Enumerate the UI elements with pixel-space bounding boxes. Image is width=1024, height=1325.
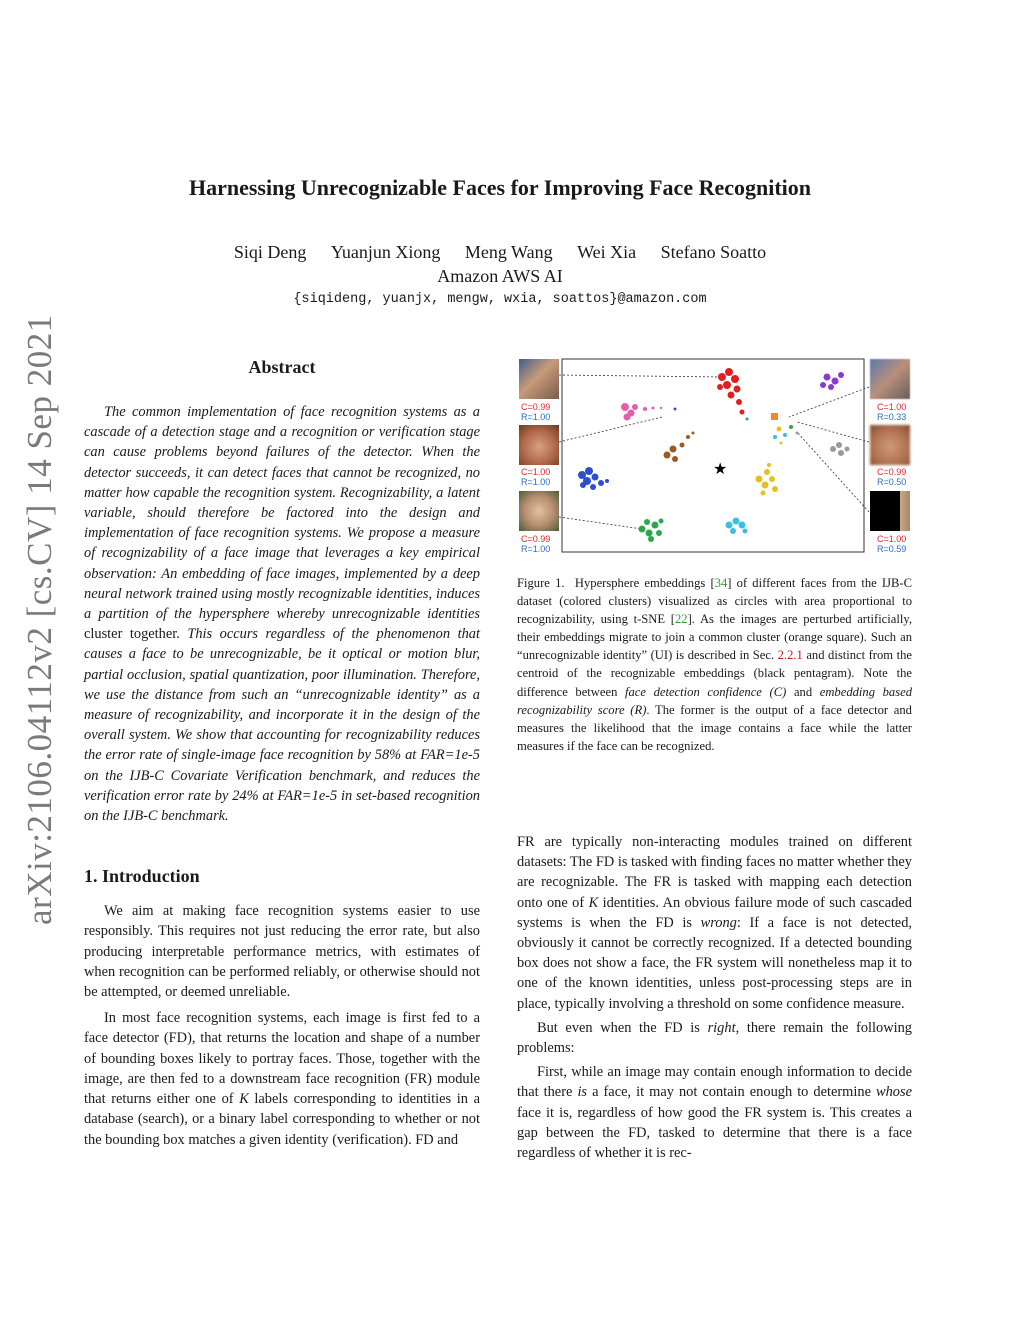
text-run: ] of different faces from the IJB-C dataset (colored clusters) visualized as circles with area proportional to recognizability, using t-SNE [: [517, 576, 912, 627]
author: Stefano Soatto: [660, 242, 767, 262]
recognizability-score: R=1.00: [521, 477, 551, 487]
recognizability-score: R=0.33: [877, 412, 907, 422]
abstract-part: The common implementation of face recognition systems as a cascade of a detection stage and a recognition or verification stage can cause problems beyond failures of the detector. When the detector succeeds, it can detect faces that cannot be recognized, no matter how capable the recognition system. Recognizability, a latent variable, should therefore be factored into the design and implementation of face recognition systems. We propose a measure of recognizability of a face image that leverages a key empirical observation: An embedding of face images, implemented by a deep neural network trained using mostly recognizable identities, induces a partition of the hypersphere whereby unrecognizable identities: [84, 404, 480, 623]
abstract-heading: Abstract: [248, 357, 316, 377]
text-run: ]. As the images are perturbed artificially, their embeddings migrate to join a common cluster (orange square). Such an “unrecognizable identity” (UI) is described in Sec.: [517, 612, 912, 663]
figure-1: [517, 357, 912, 557]
detection-confidence: C=1.00: [877, 534, 907, 544]
affiliation: Amazon AWS AI: [437, 266, 563, 286]
recognizability-score: R=0.59: [877, 544, 907, 554]
abstract-part: This occurs regardless of the phenomenon that causes a face to be unrecognizable, be it optical or motion blur, partial occlusion, spatial quantization, poor illumination. Therefore, we use the distance from such an “unrecognizable identity” as a measure of recognizability, and incorporate it in the design of the overall system. We show that accounting for recognizability reduces the error rate of single-image face recognition by 58% at FAR=1e-5 on the IJB-C Covariate Verification benchmark, and reduces the verification error rate by 24% at FAR=1e-5 in set-based recognition on the IJB-C benchmark.: [84, 626, 480, 825]
detection-confidence: C=1.00: [877, 402, 907, 412]
abstract-text: [84, 402, 480, 826]
score-label: [877, 402, 906, 422]
recognizability-score: R=0.50: [877, 477, 907, 487]
score-label: [521, 534, 550, 554]
detection-confidence: C=0.99: [877, 467, 907, 477]
author: Meng Wang: [464, 242, 553, 262]
intro-paragraph-1: We aim at making face recognition systems easier to use responsibly. This requires not just reducing the error rate, but also producing interpretable performance metrics, with estimates of when recognition can be performed reliably, or otherwise should not be attempted, or deemed unreliable.: [84, 903, 480, 1001]
face-thumbnail: [519, 359, 559, 399]
section-link[interactable]: 2.2.1: [777, 648, 803, 663]
emphasis: right: [707, 1019, 736, 1036]
detection-confidence: C=1.00: [521, 467, 551, 477]
body-paragraph: [517, 1062, 912, 1163]
right-column: [517, 832, 912, 1163]
face-thumbnail: [519, 425, 559, 465]
text-run: labels corresponding to identities in a database (search), or a binary label corresponding to whether or not the bounding box matches a given identity (verification). FD and: [84, 1091, 480, 1148]
intro-paragraph-2: [84, 1008, 480, 1149]
text-run: FR are typically non-interacting modules trained on different datasets: The FD is tasked with finding faces no matter whether they are recognizable. The FR is tasked with mapping each detection onto one of: [517, 834, 912, 911]
citation-link[interactable]: 22: [674, 612, 688, 627]
recognizability-score: R=1.00: [521, 412, 551, 422]
paper-title: Harnessing Unrecognizable Faces for Improving Face Recognition: [188, 175, 812, 200]
text-run: : If a face is not detected, obviously it cannot be correctly recognized. If a detected bounding box does not show a face, the FR system will nonetheless map it to one of the known identities, unless post-processing steps are in place, typically involving a threshold on some confidence measure.: [517, 914, 912, 1012]
detection-confidence: C=0.99: [521, 534, 551, 544]
caption-label: Figure 1.: [517, 576, 565, 590]
face-thumbnail: [870, 359, 910, 399]
figure-caption: [517, 574, 912, 755]
score-label: [877, 534, 906, 554]
abstract-part: cluster together.: [84, 626, 180, 643]
detection-confidence: C=0.99: [521, 402, 551, 412]
score-label: [521, 467, 550, 487]
body-paragraph: [517, 1018, 912, 1058]
score-label: [521, 402, 550, 422]
arxiv-identifier: arXiv:2106.04112v2 [cs.CV] 14 Sep 2021: [20, 314, 59, 925]
recognizability-score: R=1.00: [521, 544, 551, 554]
caption-text: [517, 574, 912, 755]
unrecognizable-identity-square: [771, 413, 778, 420]
tsne-plot: [517, 357, 912, 557]
face-thumbnail: [519, 491, 559, 531]
text-run: In most face recognition systems, each image is first fed to a face detector (FD), that returns the location and shape of a number of bounding boxes likely to portray faces. Those, together with the image, are then fed to a downstream face recognition (FR) module that returns either one of: [84, 1010, 480, 1108]
citation-link[interactable]: 34: [714, 576, 728, 590]
text-run: a face, it may not contain enough to determine: [592, 1084, 871, 1101]
text-run: Hypersphere embeddings [: [574, 576, 715, 590]
math-k: K: [239, 1091, 249, 1108]
term: face detection confidence (C): [625, 684, 787, 699]
face-thumbnail: [870, 425, 910, 465]
face-thumbnail-occluded: [870, 491, 910, 531]
emphasis: is: [577, 1084, 588, 1101]
pentagram-centroid: ★: [713, 459, 728, 478]
author: Yuanjun Xiong: [330, 242, 441, 262]
body-paragraph: [517, 832, 912, 1014]
emphasis: wrong: [700, 914, 737, 931]
section-heading-introduction: 1. Introduction: [84, 866, 200, 887]
text-run: But even when the FD is: [537, 1019, 700, 1036]
emphasis: whose: [876, 1084, 912, 1101]
term: embedding based recognizability score (R): [517, 684, 913, 717]
author: Siqi Deng: [233, 242, 307, 262]
author-list: [0, 242, 1000, 263]
text-run: First, while an image may contain enough information to decide that there: [517, 1064, 912, 1101]
text-run: and distinct from the centroid of the recognizable embeddings (black pentagram). Note the difference between: [517, 648, 912, 699]
text-run: face it is, regardless of how good the FR system is. This creates a gap between the FD, tasked to determine that there is a face regardless of whether it is rec-: [517, 1104, 912, 1162]
score-label: [877, 467, 906, 487]
math-k: K: [588, 894, 599, 911]
text-run: identities. An obvious failure mode of such cascaded systems is when the FD is: [517, 894, 912, 931]
text-run: and: [793, 684, 813, 699]
text-run: , there remain the following problems:: [517, 1019, 912, 1057]
text-run: . The former is the output of a face detector and measures the likelihood that the image contains a face while the latter measures if the face can be recognized.: [517, 702, 912, 753]
left-column: [84, 357, 480, 1150]
email-addresses: {siqideng, yuanjx, mengw, wxia, soattos}@amazon.com: [293, 292, 707, 307]
author: Wei Xia: [577, 242, 637, 262]
